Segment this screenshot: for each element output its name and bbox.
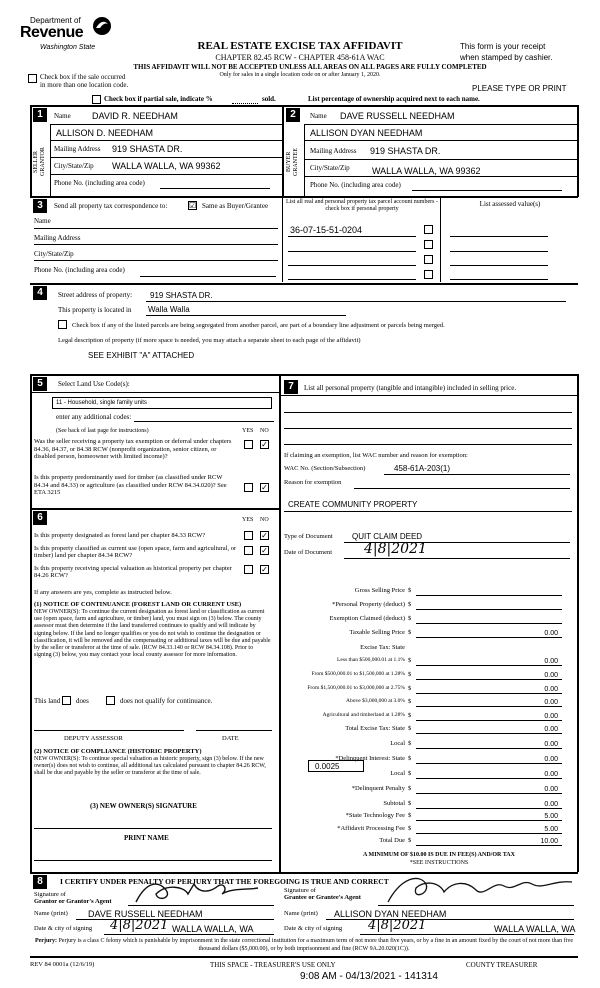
- buyer-side-label: BUYER GRANTEE: [286, 148, 299, 176]
- this-land-label: This land: [34, 697, 61, 705]
- same-as-buyer-checkbox[interactable]: ☑: [189, 201, 197, 210]
- buyer-address[interactable]: 919 SHASTA DR.: [370, 146, 441, 156]
- buyer-name-1[interactable]: DAVE RUSSELL NEEDHAM: [340, 111, 455, 121]
- tax-row-label: Exemption Claimed (deduct): [329, 615, 405, 622]
- receipt-note-2: when stamped by cashier.: [460, 53, 553, 62]
- s5-q2: Is this property predominantly used for timber (as classified under RCW 84.34 and 84.33) or agriculture (as classified under RCW 84.34.020)? See ETA 3215: [34, 474, 227, 496]
- treasurer-use: THIS SPACE - TREASURER'S USE ONLY: [210, 961, 336, 969]
- parcel-number[interactable]: 36-07-15-51-0204: [290, 225, 363, 235]
- new-owner-sig-label: (3) NEW OWNER(S) SIGNATURE: [90, 802, 197, 810]
- multi-location-checkbox[interactable]: [28, 74, 37, 83]
- seller-name-2[interactable]: ALLISON D. NEEDHAM: [56, 128, 154, 138]
- date-city-label-grantee: Date & city of signing: [284, 925, 343, 932]
- wac-number[interactable]: 458-61A-203(1): [394, 464, 451, 473]
- tax-row-currency: $: [408, 825, 412, 832]
- form-subwarning: Only for sales in a single location code on or after January 1, 2020.: [219, 72, 381, 78]
- tax-row-currency: $: [408, 812, 412, 819]
- tax-row-label: Local: [390, 770, 405, 777]
- tax-row-currency: $: [408, 740, 412, 747]
- s6-q1-yes-checkbox[interactable]: [244, 531, 253, 540]
- buyer-name-2[interactable]: ALLISON DYAN NEEDHAM: [310, 128, 423, 138]
- tax-row-label: From $1,500,000.01 to $3,000,000 at 2.75%: [307, 685, 405, 691]
- land-does-checkbox[interactable]: [62, 696, 71, 705]
- parcel-header: List all real and personal property tax parcel account numbers - check box if personal property: [286, 199, 438, 212]
- grantee-print-name[interactable]: ALLISON DYAN NEEDHAM: [334, 909, 447, 919]
- s6-q1-no-checkbox[interactable]: ✓: [261, 531, 268, 540]
- grantee-signature[interactable]: [382, 872, 578, 906]
- tax-row-value[interactable]: 0.00: [544, 741, 558, 748]
- sig-grantee-label-2: Grantee or Grantee's Agent: [284, 894, 361, 901]
- s3-phone-label: Phone No. (including area code): [34, 266, 125, 274]
- logo-mark-icon: [92, 16, 112, 36]
- print-name-label: PRINT NAME: [124, 834, 169, 842]
- s5-no: NO: [260, 428, 269, 434]
- tax-row-currency: $: [408, 770, 412, 777]
- tax-row-label: *State Technology Fee: [345, 812, 405, 819]
- segregated-checkbox[interactable]: [58, 320, 67, 329]
- seller-side-label: SELLER GRANTOR: [33, 147, 46, 177]
- certify-statement: I CERTIFY UNDER PENALTY OF PERJURY THAT THE FOREGOING IS TRUE AND CORRECT: [60, 877, 389, 886]
- grantor-signature[interactable]: [128, 876, 278, 906]
- parcel-1-personal-checkbox[interactable]: [424, 225, 433, 234]
- notice-1-body: NEW OWNER(S): To continue the current designation as forest land or classification as current use (open space, farm and agriculture, or timber) land, you must sign on (3) below. The county assessor must then determine if the land transferred continues to qualify and will indicate by signing below. If the land no longer qualifies or you do not wish to continue the designation or classification, it will be removed and the compensating or additional taxes will be due and payable by the seller or transferor at the time of sale. (RCW 84.33.140 or RCW 84.34.108). Prior to signing (3) below, you may contact your local county assessor for more information.: [34, 609, 271, 659]
- name-print-label-grantee: Name (print): [284, 910, 318, 917]
- personal-property-label: List all personal property (tangible and intangible) included in selling price.: [304, 384, 517, 392]
- tax-row-label: *Affidavit Processing Fee: [337, 825, 405, 832]
- tax-row-label: Gross Selling Price: [354, 587, 405, 594]
- buyer-city[interactable]: WALLA WALLA, WA 99362: [372, 166, 481, 176]
- tax-row-currency: $: [408, 712, 412, 719]
- seller-city-label: City/State/Zip: [54, 162, 94, 170]
- tax-row-currency: $: [408, 657, 412, 664]
- minimum-due-note: A MINIMUM OF $10.00 IS DUE IN FEE(S) AND/OR TAX: [363, 852, 515, 858]
- exemption-reason[interactable]: CREATE COMMUNITY PROPERTY: [288, 500, 418, 509]
- land-use-label: Select Land Use Code(s):: [58, 380, 130, 388]
- buyer-name-label: Name: [310, 112, 327, 120]
- see-back-note: (See back of last page for instructions): [56, 428, 149, 434]
- form-title: REAL ESTATE EXCISE TAX AFFIDAVIT: [197, 40, 403, 52]
- partial-sale-sold: sold.: [262, 95, 276, 103]
- tax-row-value[interactable]: 0.00: [544, 786, 558, 793]
- s3-name-label: Name: [34, 217, 51, 225]
- partial-sale-percent[interactable]: [232, 103, 258, 104]
- multi-location-label-1: Check box if the sale occurred: [40, 73, 126, 81]
- sig-grantor-label-1: Signature of: [34, 891, 66, 898]
- s5-q2-no-checkbox[interactable]: ✓: [261, 483, 268, 492]
- tax-row-value[interactable]: 0.00: [544, 726, 558, 733]
- grantee-sign-city[interactable]: WALLA WALLA, WA: [494, 924, 576, 934]
- seller-address[interactable]: 919 SHASTA DR.: [112, 144, 183, 154]
- located-in[interactable]: Walla Walla: [148, 305, 190, 314]
- buyer-phone-label: Phone No. (including area code): [310, 181, 401, 189]
- multi-location-label-2: in more than one location code.: [40, 81, 129, 89]
- logo-revenue: Revenue: [20, 24, 84, 41]
- street-address[interactable]: 919 SHASTA DR.: [150, 291, 213, 300]
- county-treasurer: COUNTY TREASURER: [466, 961, 538, 969]
- notice-1-title: (1) NOTICE OF CONTINUANCE (FOREST LAND OR CURRENT USE): [34, 601, 242, 608]
- tax-row-currency: $: [408, 615, 412, 622]
- grantor-sign-date[interactable]: 4|8|2021: [110, 918, 169, 933]
- perjury-label: Perjury:: [34, 938, 57, 944]
- s5-yes: YES: [242, 428, 254, 434]
- tax-row-label: Less than $500,000.01 at 1.1%: [337, 657, 405, 663]
- grantor-sign-city[interactable]: WALLA WALLA, WA: [172, 924, 254, 934]
- tax-row-label: From $500,000.01 to $1,500,000 at 1.28%: [311, 671, 405, 677]
- s5-q2-yes-checkbox[interactable]: [244, 483, 253, 492]
- tax-row-label: Taxable Selling Price: [349, 629, 405, 636]
- reason-label: Reason for exemption: [284, 479, 342, 486]
- s6-q3: Is this property receiving special valuation as historical property per chapter 84.26 RCW?: [34, 565, 232, 579]
- receipt-note-1: This form is your receipt: [460, 42, 546, 51]
- legal-label: Legal description of property (if more space is needed, you may attach a separate sheet to each page of the affidavit): [58, 337, 361, 344]
- buyer-address-label: Mailing Address: [310, 147, 357, 155]
- name-print-label-grantor: Name (print): [34, 910, 68, 917]
- seller-name-label: Name: [54, 112, 71, 120]
- tax-row-value[interactable]: 0.00: [544, 699, 558, 706]
- tax-row-currency: $: [408, 837, 412, 844]
- seller-address-label: Mailing Address: [54, 145, 101, 153]
- date-city-label-grantor: Date & city of signing: [34, 925, 93, 932]
- tax-row-label: *Personal Property (deduct): [332, 601, 405, 608]
- form-warning: THIS AFFIDAVIT WILL NOT BE ACCEPTED UNLESS ALL AREAS ON ALL PAGES ARE FULLY COMPLETED: [133, 63, 487, 71]
- tax-row-value[interactable]: 0.00: [544, 756, 558, 763]
- sig-grantor-label-2: Grantor or Grantor's Agent: [34, 898, 112, 905]
- tax-row-currency: $: [408, 671, 412, 678]
- wac-label: WAC No. (Section/Subsection): [284, 465, 366, 472]
- doc-date[interactable]: 4|8|2021: [364, 541, 427, 557]
- tax-row-value[interactable]: 0.00: [544, 713, 558, 720]
- s6-yes: YES: [242, 517, 254, 523]
- tax-row-value[interactable]: 5.00: [544, 826, 558, 833]
- perjury-warning: [34, 938, 574, 953]
- s5-q1-no-checkbox[interactable]: ✓: [261, 440, 268, 449]
- tax-row-currency: $: [408, 587, 412, 594]
- section-1-number: 1: [33, 108, 47, 122]
- assessed-header: List assessed value(s): [479, 200, 541, 208]
- exemption-label: If claiming an exemption, list WAC number and reason for exemption:: [284, 452, 468, 459]
- dor-logo: [18, 14, 118, 60]
- section-8-number: 8: [33, 875, 47, 889]
- tax-row-value[interactable]: 10.00: [540, 838, 558, 845]
- partial-sale-label: Check box if partial sale, indicate %: [104, 95, 213, 103]
- logo-state: Washington State: [40, 44, 96, 51]
- tax-row-label: Total Excise Tax: State: [345, 725, 405, 732]
- section-4-number: 4: [33, 286, 47, 300]
- tax-row-label: Total Due: [379, 837, 405, 844]
- treasurer-stamp: 9:08 AM - 04/13/2021 - 141314: [300, 971, 438, 982]
- sig-grantee-label-1: Signature of: [284, 887, 316, 894]
- section-3-number: 3: [33, 199, 47, 213]
- s6-q3-yes-checkbox[interactable]: [244, 565, 253, 574]
- assessor-date-label: DATE: [222, 735, 239, 742]
- s6-q1: Is this property designated as forest land per chapter 84.33 RCW?: [34, 532, 206, 539]
- parcel-3-personal-checkbox[interactable]: [424, 255, 433, 264]
- tax-row-currency: $: [408, 755, 412, 762]
- parcel-4-personal-checkbox[interactable]: [424, 270, 433, 279]
- doc-type[interactable]: QUIT CLAIM DEED: [352, 532, 423, 541]
- s5-q1-yes-checkbox[interactable]: [244, 440, 253, 449]
- s6-no: NO: [260, 517, 269, 523]
- land-does-label: does: [76, 697, 89, 705]
- s6-q2-yes-checkbox[interactable]: [244, 546, 253, 555]
- street-label: Street address of property:: [58, 291, 133, 299]
- grantee-sign-date[interactable]: 4|8|2021: [368, 918, 427, 933]
- tax-row-label: Above $3,000,000 at 3.0%: [346, 698, 405, 704]
- if-yes-note: If any answers are yes, complete as instructed below.: [34, 589, 172, 596]
- doc-date-label: Date of Document: [284, 549, 333, 556]
- located-label: This property is located in: [58, 306, 132, 314]
- s6-q2-no-checkbox[interactable]: ✓: [261, 546, 268, 555]
- tax-row-currency: $: [408, 629, 412, 636]
- tax-row-label: Agricultural and timberland at 1.28%: [322, 712, 405, 718]
- seller-phone-label: Phone No. (including area code): [54, 179, 145, 187]
- s6-q2: Is this property classified as current use (open space, farm and agricultural, or timber) land per chapter 84.34 RCW?: [34, 545, 237, 559]
- logo-dept: Department of: [30, 16, 81, 25]
- tax-row-currency: $: [408, 698, 412, 705]
- tax-row-value[interactable]: 0.00: [544, 801, 558, 808]
- segregated-label: Check box if any of the listed parcels are being segregated from another parcel, are part of a boundary line adjustment or parcels being merged.: [72, 322, 445, 329]
- tax-row-label: *Delinquent Interest: State: [335, 755, 405, 762]
- s3-address-label: Mailing Address: [34, 234, 81, 242]
- ownership-note: List percentage of ownership acquired next to each name.: [308, 95, 480, 103]
- form-subtitle: CHAPTER 82.45 RCW - CHAPTER 458-61A WAC: [215, 53, 385, 62]
- parcel-2-personal-checkbox[interactable]: [424, 240, 433, 249]
- s3-city-label: City/State/Zip: [34, 250, 74, 258]
- tax-row-label: Local: [390, 740, 405, 747]
- land-does-not-checkbox[interactable]: [106, 696, 115, 705]
- section-2-number: 2: [286, 108, 300, 122]
- tax-row-label: Subtotal: [383, 800, 405, 807]
- grantor-print-name[interactable]: DAVE RUSSELL NEEDHAM: [88, 909, 203, 919]
- land-does-not-label: does not qualify for continuance.: [120, 697, 213, 705]
- tax-row-value[interactable]: 0.00: [544, 658, 558, 665]
- tax-row-currency: $: [408, 725, 412, 732]
- s6-q3-no-checkbox[interactable]: ✓: [261, 565, 268, 574]
- section-5-number: 5: [33, 377, 47, 391]
- seller-city[interactable]: WALLA WALLA, WA 99362: [112, 161, 221, 171]
- tax-row-value[interactable]: 0.00: [544, 686, 558, 693]
- tax-row-value[interactable]: 0.00: [544, 672, 558, 679]
- doc-type-label: Type of Document: [284, 533, 333, 540]
- same-as-buyer-label: Same as Buyer/Grantee: [202, 202, 269, 210]
- send-correspondence-label: Send all property tax correspondence to:: [54, 202, 168, 210]
- section-6-number: 6: [33, 511, 47, 525]
- s5-q1: Was the seller receiving a property tax exemption or deferral under chapters 84.36, 84.37, or 84.38 RCW (nonprofit organization, senior citizen, or disabled person, homeowner with limited income)?: [34, 438, 232, 460]
- deputy-assessor-label: DEPUTY ASSESSOR: [64, 735, 123, 742]
- tax-row-label: Excise Tax: State: [360, 644, 405, 651]
- notice-2-title: (2) NOTICE OF COMPLIANCE (HISTORIC PROPERTY): [34, 748, 202, 755]
- tax-row-label: *Delinquent Penalty: [351, 785, 405, 792]
- tax-row-value[interactable]: 0.00: [544, 630, 558, 637]
- please-type: PLEASE TYPE OR PRINT: [472, 84, 567, 93]
- tax-row-value[interactable]: 0.00: [544, 771, 558, 778]
- buyer-city-label: City/State/Zip: [310, 164, 350, 172]
- tax-row-currency: $: [408, 685, 412, 692]
- additional-codes-label: enter any additional codes:: [56, 413, 132, 421]
- see-instructions-note: *SEE INSTRUCTIONS: [409, 860, 469, 866]
- tax-row-currency: $: [408, 785, 412, 792]
- section-7-number: 7: [284, 380, 298, 394]
- perjury-text: Perjury is a class C felony which is punishable by imprisonment in the state correctional institution for a maximum term of not more than five years, or by a fine in an amount fixed by the court of not more than five thousand dollars ($5,000.00), or by both imprisonment and fine (RCW 9A.20.020(1C)).: [58, 938, 574, 952]
- legal-description[interactable]: SEE EXHIBIT "A" ATTACHED: [88, 351, 195, 360]
- land-use-code[interactable]: 11 - Household, single family units: [52, 397, 272, 409]
- seller-name-1[interactable]: DAVID R. NEEDHAM: [92, 111, 178, 121]
- local-tax-rate[interactable]: 0.0025: [308, 760, 364, 772]
- partial-sale-checkbox[interactable]: [92, 95, 101, 104]
- tax-row-currency: $: [408, 800, 412, 807]
- tax-row-currency: $: [408, 601, 412, 608]
- form-number: REV 84 0001a (12/6/19): [30, 961, 95, 968]
- notice-2-body: NEW OWNER(S): To continue special valuation as historic property, sign (3) below. If the new owner(s) does not wish to continue, all additional tax calculated pursuant to chapter 84.26 RCW, shall be due and payable by the seller or transferor at the time of sale.: [34, 756, 266, 777]
- tax-row-value[interactable]: 5.00: [544, 813, 558, 820]
